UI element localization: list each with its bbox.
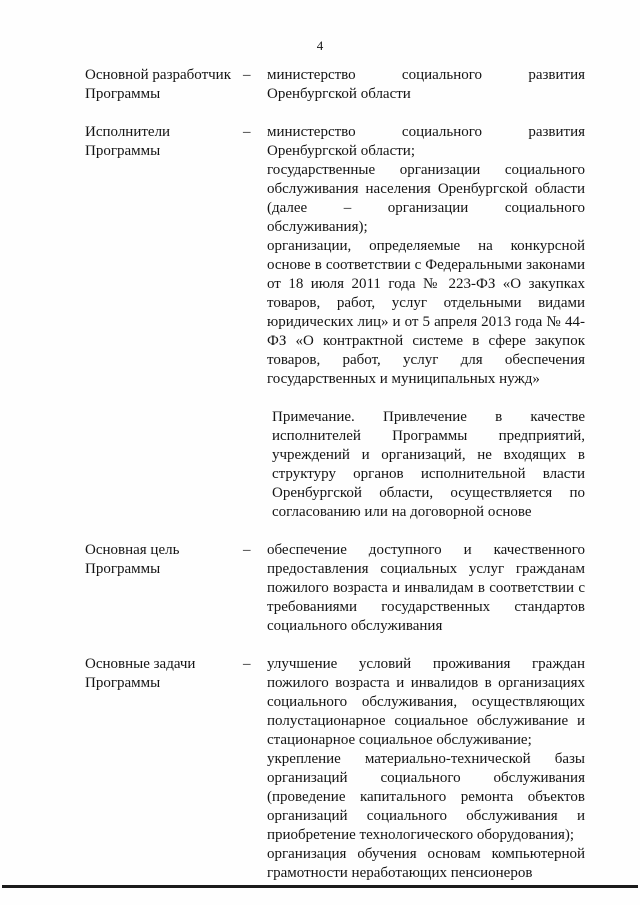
row-main-tasks	[85, 655, 585, 883]
row-body	[267, 541, 585, 636]
row-paragraph: обеспечение доступного и качественного предоставления социальных услуг гражданам пожилого возраста и инвалидам в соответствии с требованиями государственных стандартов социального обслуживания	[267, 542, 585, 634]
row-body	[267, 655, 585, 883]
bottom-rule	[2, 885, 638, 888]
row-paragraph: организация обучения основам компьютерной грамотности неработающих пенсионеров	[267, 846, 585, 881]
row-executors	[85, 123, 585, 522]
row-main-goal	[85, 541, 585, 636]
row-label: Основные задачи Программы	[85, 656, 196, 691]
row-body	[267, 123, 585, 522]
row-label: Основная цель Программы	[85, 542, 180, 577]
page-number: 4	[316, 38, 324, 53]
row-dash: –	[243, 656, 251, 672]
row-dash: –	[243, 67, 251, 83]
row-label: Основной разработчик Программы	[85, 67, 231, 102]
row-body	[267, 66, 585, 104]
row-paragraph: улучшение условий проживания граждан пожилого возраста и инвалидов в организациях социального обслуживания, осуществляющих полустационарное социальное обслуживание и стационарное социальное обслуживание;	[267, 656, 585, 748]
row-main-developer	[85, 66, 585, 104]
row-paragraph: укрепление материально-технической базы организаций социального обслуживания (проведение капитального ремонта объектов организаций социального обслуживания и приобретение технологического оборудования);	[267, 751, 585, 843]
executors-note: Примечание. Привлечение в качестве исполнителей Программы предприятий, учреждений и организаций, не входящих в структуру органов исполнительной власти Оренбургской области, осуществляется по согласованию или на договорной основе	[272, 409, 585, 520]
row-paragraph: организации, определяемые на конкурсной основе в соответствии с Федеральными законами от 18 июля 2011 года № 223-ФЗ «О закупках товаров, работ, услуг отдельными видами юридических лиц» и от 5 апреля 2013 года № 44-ФЗ «О контрактной системе в сфере закупок товаров, работ, услуг для обеспечения государственных и муниципальных нужд»	[267, 238, 585, 387]
row-paragraph: министерство социального развития Оренбургской области;	[267, 124, 585, 159]
row-paragraph: государственные организации социального обслуживания населения Оренбургской области (далее – организации социального обслуживания);	[267, 162, 585, 235]
passport-table	[85, 66, 585, 883]
row-paragraph: министерство социального развития Оренбургской области	[267, 67, 585, 102]
row-label: Исполнители Программы	[85, 124, 171, 159]
row-dash: –	[243, 542, 251, 558]
row-dash: –	[243, 124, 251, 140]
